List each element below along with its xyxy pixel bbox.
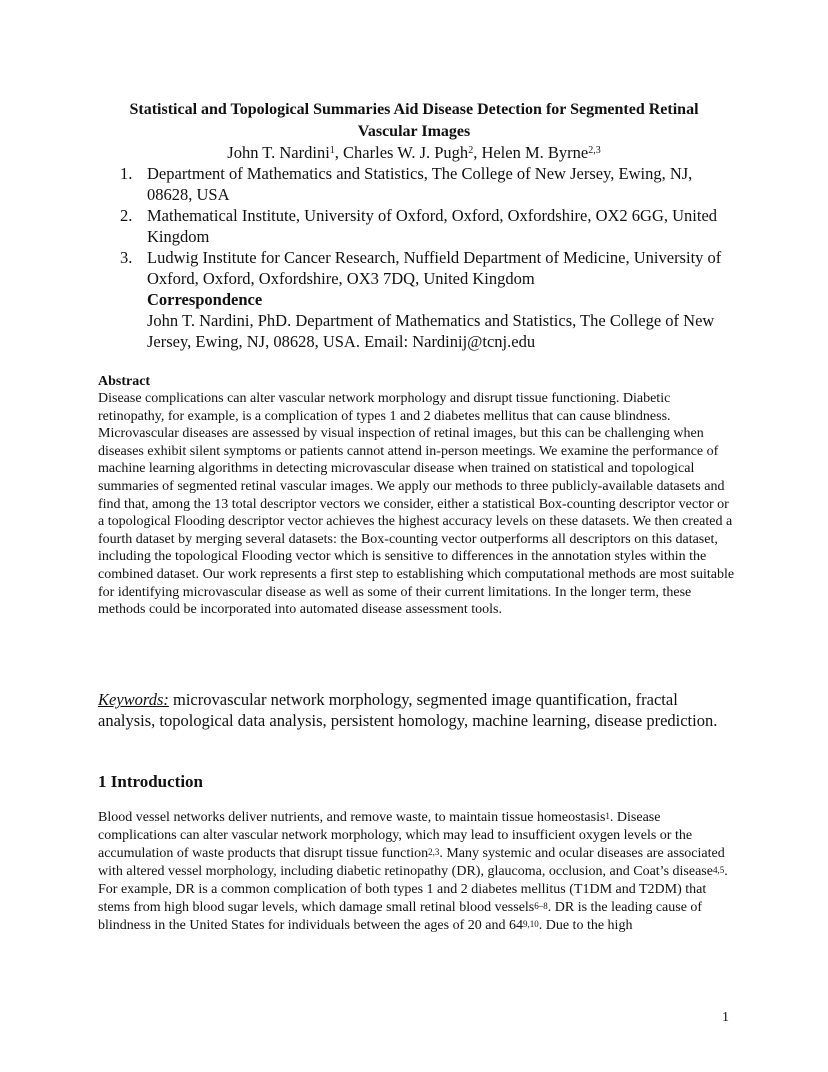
intro-text: . Due to the high — [538, 918, 633, 933]
keywords-block — [98, 689, 738, 731]
intro-text: . Many systemic and ocular diseases are associated with altered vessel morphology, including diabetic retinopathy (DR), glaucoma, occlusion, and Coat’s disease — [98, 846, 725, 879]
citation-marker: 2,3 — [428, 847, 440, 857]
affiliation-item — [120, 247, 740, 289]
author-name: Charles W. J. Pugh — [343, 143, 469, 162]
author-affiliation-marker: 2,3 — [588, 145, 601, 156]
correspondence-text: John T. Nardini, PhD. Department of Mathematics and Statistics, The College of New Jersey, Ewing, NJ, 08628, USA. Email: Nardinij@tcnj.edu — [147, 311, 715, 351]
citation-marker: 6–8 — [534, 901, 548, 911]
intro-text: . DR is the leading cause of blindness in the United States for individuals between the ages of 20 and 64 — [98, 900, 703, 933]
author-separator: , — [334, 143, 344, 162]
section-heading: 1 Introduction — [98, 772, 204, 791]
author-separator: , — [473, 143, 482, 162]
affiliation-text: Department of Mathematics and Statistics, The College of New Jersey, Ewing, NJ, 08628, USA — [147, 164, 693, 204]
keywords-label: Keywords: — [98, 690, 169, 709]
keywords-text: microvascular network morphology, segmented image quantification, fractal analysis, topological data analysis, persistent homology, machine learning, disease prediction. — [98, 690, 718, 730]
abstract-text: Disease complications can alter vascular network morphology and disrupt tissue functioning. Diabetic retinopathy, for example, is a complication of types 1 and 2 diabetes mellitus that can cause blindness. Microvascular diseases are assessed by visual inspection of retinal images, but this can be challenging when diseases exhibit silent symptoms or patients cannot attend in-person meetings. We examine the performance of machine learning algorithms in detecting microvascular disease when trained on statistical and topological summaries of segmented retinal vascular images. We apply our methods to three publicly-available datasets and find that, among the 13 total descriptor vectors we consider, either a statistical Box-counting descriptor vector or a topological Flooding descriptor vector achieves the highest accuracy levels on these datasets. We then created a fourth dataset by merging several datasets: the Box-counting vector outperforms all descriptors on this dataset, including the topological Flooding vector which is sensitive to differences in the annotation styles within the combined dataset. Our work represents a first step to establishing which computational methods are most suitable for identifying microvascular disease as well as some of their current limitations. In the longer term, these methods could be incorporated into automated disease assessment tools. — [98, 391, 735, 618]
citation-marker: 4,5 — [712, 865, 725, 875]
affiliation-item — [120, 205, 740, 247]
affiliation-number: 1. — [120, 164, 133, 183]
affiliation-list — [120, 163, 740, 289]
citation-marker: 1 — [605, 811, 610, 821]
paper-title: Statistical and Topological Summaries Aid Disease Detection for Segmented Retinal Vascular Images — [129, 101, 699, 140]
author-name: John T. Nardini — [227, 143, 330, 162]
correspondence-block — [147, 289, 737, 352]
affiliation-number: 3. — [120, 248, 133, 267]
affiliation-item — [120, 163, 740, 205]
affiliation-text: Ludwig Institute for Cancer Research, Nuffield Department of Medicine, University of Oxford, Oxford, Oxfordshire, OX3 7DQ, United Kingdom — [147, 248, 722, 288]
abstract-heading: Abstract — [98, 374, 151, 389]
intro-text: . Disease complications can alter vascular network morphology, which may lead to insufficient oxygen levels or the accumulation of waste products that disrupt tissue function — [98, 810, 693, 861]
correspondence-heading: Correspondence — [147, 290, 263, 309]
intro-paragraph — [98, 809, 738, 935]
affiliation-number: 2. — [120, 206, 133, 225]
affiliation-text: Mathematical Institute, University of Oxford, Oxford, Oxfordshire, OX2 6GG, United Kingdom — [147, 206, 718, 246]
intro-text: Blood vessel networks deliver nutrients, and remove waste, to maintain tissue homeostasis — [98, 810, 606, 825]
page-number: 1 — [722, 1010, 729, 1025]
author-line — [98, 142, 730, 163]
author-affiliation-marker: 2 — [468, 145, 474, 156]
author-affiliation-marker: 1 — [329, 145, 335, 156]
citation-marker: 9,10 — [522, 919, 539, 929]
intro-text: . For example, DR is a common complication of both types 1 and 2 diabetes mellitus (T1DM and T2DM) that stems from high blood sugar levels, which damage small retinal blood vessels — [98, 864, 728, 915]
author-name: Helen M. Byrne — [481, 143, 589, 162]
